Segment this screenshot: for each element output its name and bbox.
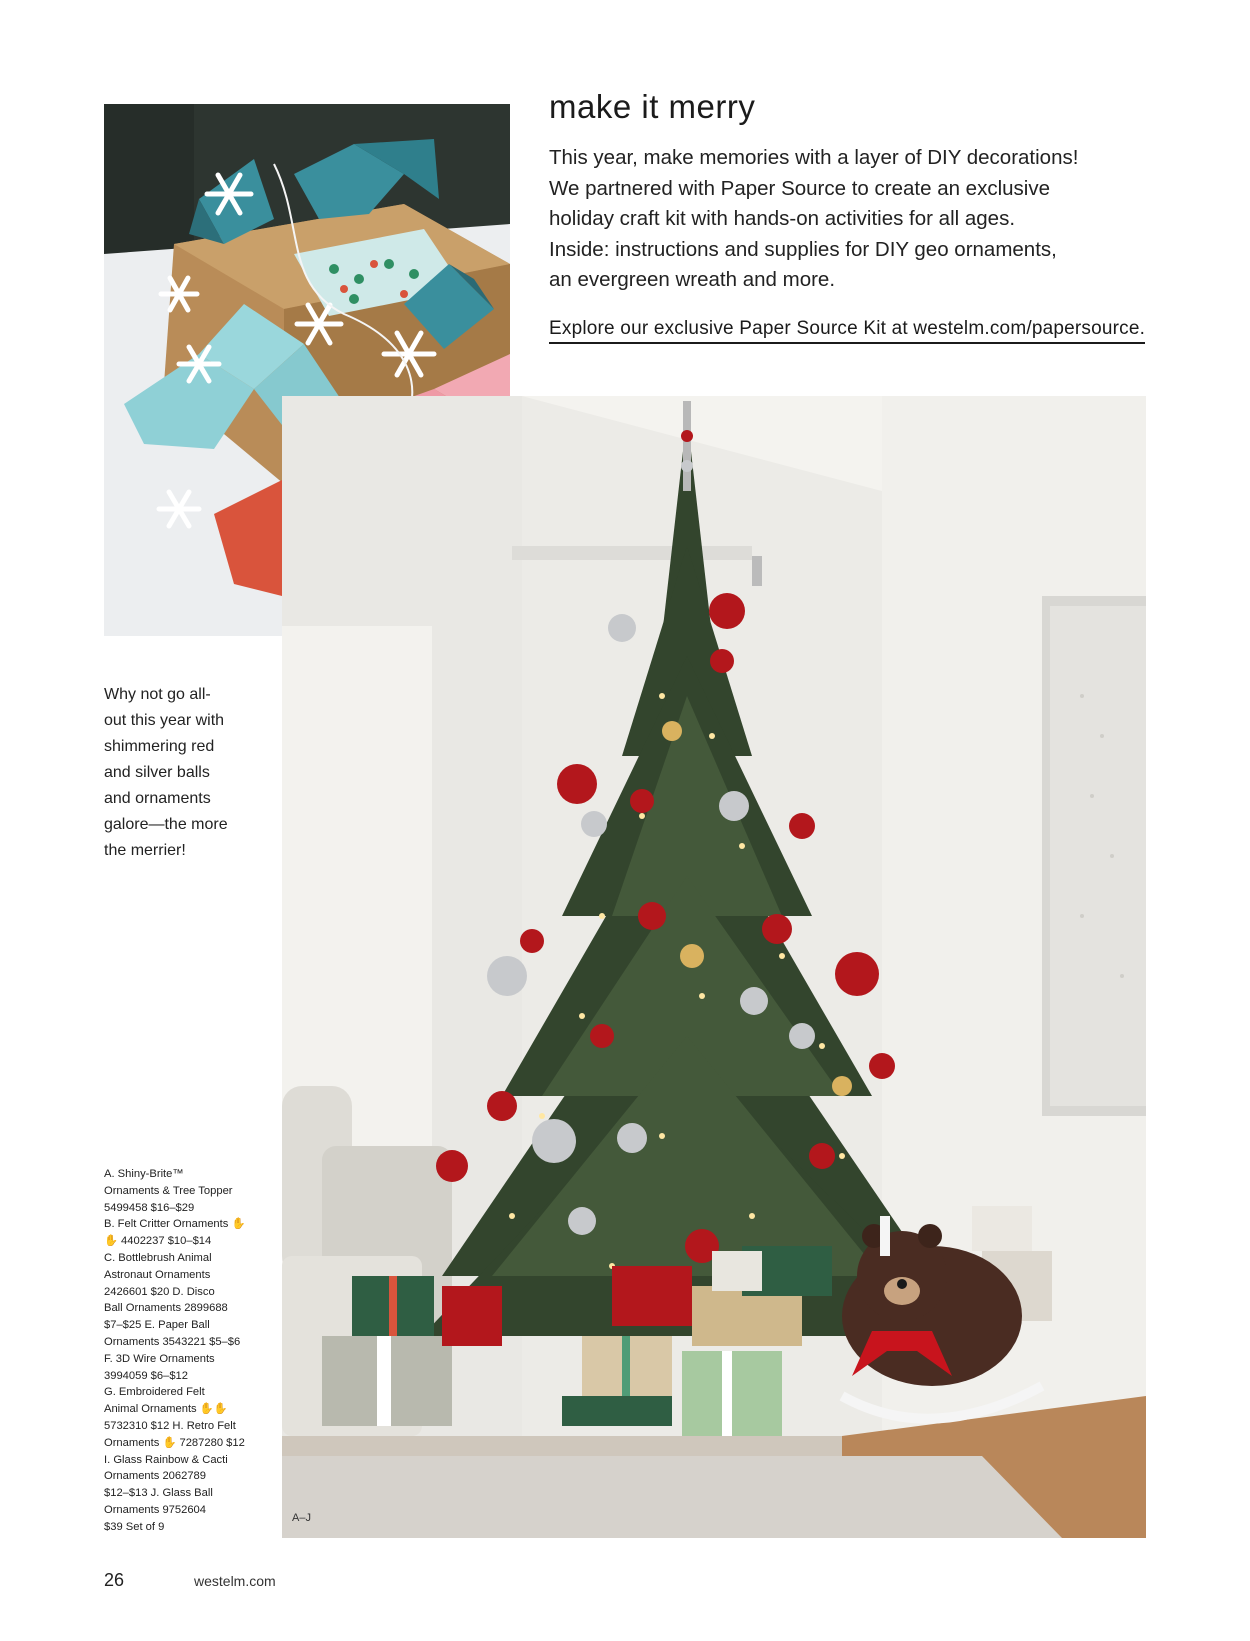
- product-line: Animal Ornaments ✋✋: [104, 1403, 228, 1416]
- side-caption-line: and silver balls: [104, 764, 210, 781]
- product-list: [104, 1166, 274, 1536]
- product-line: Ornaments 9752604: [104, 1503, 206, 1516]
- side-caption: [104, 682, 264, 864]
- side-caption-line: shimmering red: [104, 738, 215, 755]
- product-line: 3994059 $6–$12: [104, 1369, 188, 1382]
- product-line: 2426601 $20 D. Disco: [104, 1285, 215, 1298]
- intro-line: Inside: instructions and supplies for DIY geo ornaments,: [549, 237, 1057, 261]
- intro-line: an evergreen wreath and more.: [549, 268, 836, 292]
- headline: make it merry: [549, 88, 756, 125]
- product-line: G. Embroidered Felt: [104, 1386, 205, 1399]
- intro-line: This year, make memories with a layer of DIY decorations!: [549, 146, 1079, 169]
- product-line: Ornaments 3543221 $5–$6: [104, 1335, 241, 1348]
- product-line: B. Felt Critter Ornaments ✋: [104, 1218, 246, 1231]
- product-line: ✋ 4402237 $10–$14: [104, 1235, 212, 1248]
- product-line: Ornaments 2062789: [104, 1470, 206, 1483]
- page-number: 26: [104, 1570, 125, 1590]
- side-caption-line: Why not go all-: [104, 686, 211, 703]
- product-line: $12–$13 J. Glass Ball: [104, 1487, 213, 1500]
- intro-paragraph: [549, 143, 1169, 296]
- side-caption-line: the merrier!: [104, 842, 186, 859]
- product-line: Astronaut Ornaments: [104, 1268, 211, 1281]
- side-caption-line: galore—the more: [104, 816, 228, 833]
- product-line: F. 3D Wire Ornaments: [104, 1352, 215, 1365]
- side-caption-line: and ornaments: [104, 790, 211, 807]
- product-line: $7–$25 E. Paper Ball: [104, 1319, 210, 1332]
- product-line: C. Bottlebrush Animal: [104, 1251, 212, 1264]
- product-line: Ornaments & Tree Topper: [104, 1184, 233, 1197]
- product-line: 5732310 $12 H. Retro Felt: [104, 1419, 236, 1432]
- intro-line: holiday craft kit with hands-on activities for all ages.: [549, 207, 1016, 231]
- product-line: 5499458 $16–$29: [104, 1201, 195, 1214]
- paper-source-kit-link[interactable]: Explore our exclusive Paper Source Kit at westelm.com/papersource.: [549, 318, 1145, 344]
- footer-site-link[interactable]: westelm.com: [194, 1573, 276, 1589]
- side-caption-line: out this year with: [104, 712, 225, 729]
- product-line: Ornaments ✋ 7287280 $12: [104, 1436, 245, 1449]
- photo-label: A–J: [292, 1512, 311, 1524]
- product-line: $39 Set of 9: [104, 1520, 165, 1533]
- christmas-tree-photo: [282, 396, 1146, 1538]
- product-line: I. Glass Rainbow & Cacti: [104, 1453, 228, 1466]
- product-line: Ball Ornaments 2899688: [104, 1302, 228, 1315]
- product-line: A. Shiny-Brite™: [104, 1168, 184, 1180]
- intro-line: We partnered with Paper Source to create an exclusive: [549, 176, 1050, 200]
